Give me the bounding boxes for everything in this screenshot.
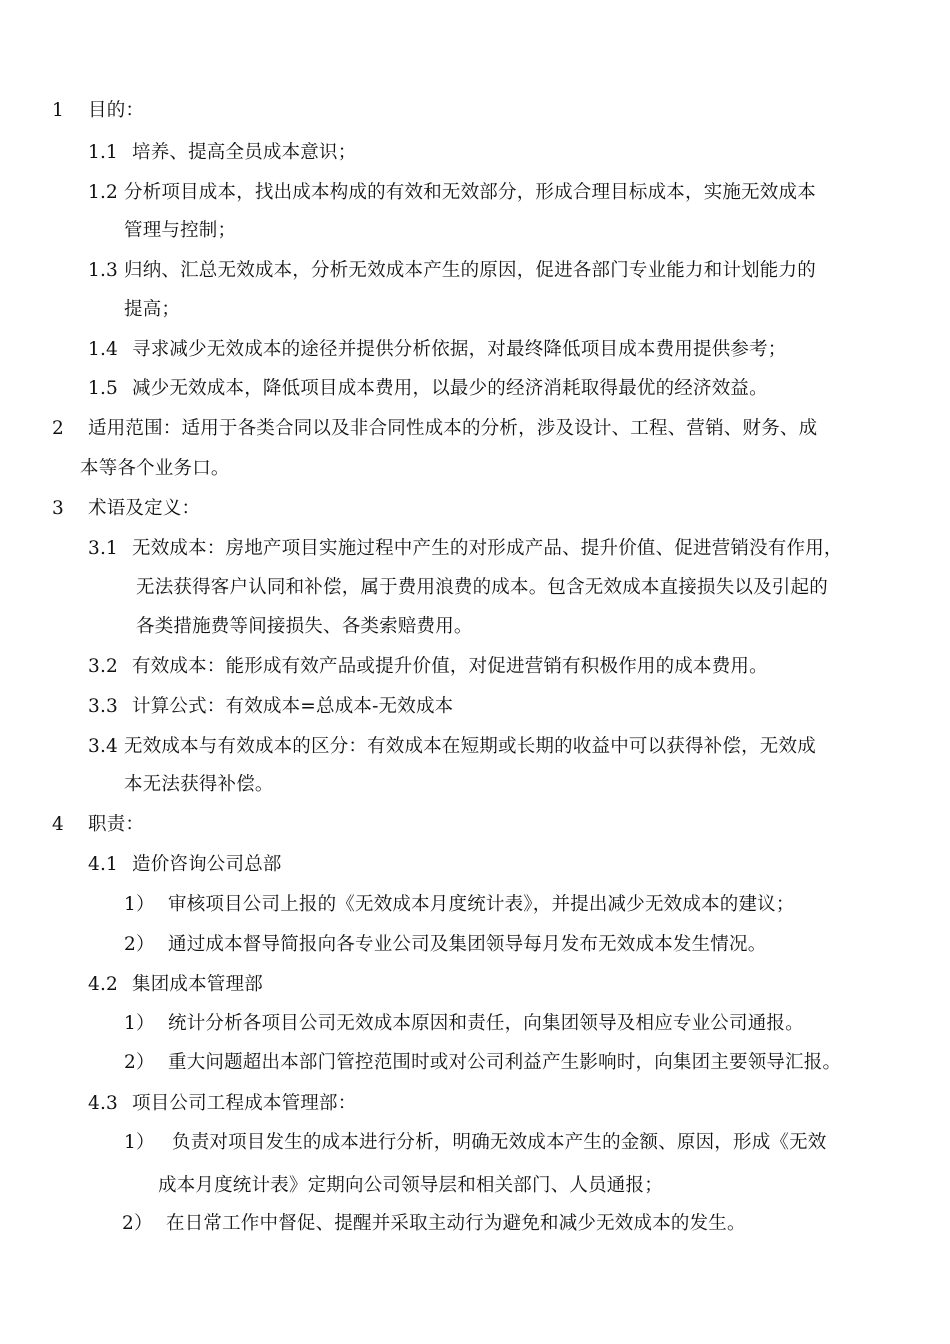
- item-number: 3.3: [88, 696, 119, 717]
- item-number: 1.1: [88, 142, 119, 163]
- item-text-continued: 提高；: [124, 299, 181, 320]
- section-number: 2: [52, 418, 64, 439]
- list-number: 1）: [124, 894, 155, 915]
- item-text-continued: 本无法获得补偿。: [124, 774, 274, 795]
- group-title: 集团成本管理部: [132, 974, 263, 995]
- list-number: 1）: [124, 1132, 155, 1153]
- item-number: 1.5: [88, 378, 119, 399]
- item-number: 1.4: [88, 339, 119, 360]
- list-item-text: 重大问题超出本部门管控范围时或对公司利益产生影响时，向集团主要领导汇报。: [168, 1052, 842, 1073]
- section-number: 3: [52, 498, 64, 519]
- item-text-continued: 各类措施费等间接损失、各类索赔费用。: [136, 616, 473, 637]
- item-text-continued: 管理与控制；: [124, 220, 237, 241]
- group-number: 4.3: [88, 1093, 119, 1114]
- list-item-text: 负责对项目发生的成本进行分析，明确无效成本产生的金额、原因，形成《无效: [172, 1132, 827, 1153]
- group-title: 项目公司工程成本管理部：: [132, 1093, 357, 1114]
- item-number: 3.2: [88, 656, 119, 677]
- section-title: 术语及定义：: [88, 498, 201, 519]
- section-number: 1: [52, 100, 64, 121]
- item-text: 减少无效成本，降低项目成本费用，以最少的经济消耗取得最优的经济效益。: [132, 378, 768, 399]
- section-title: 目的：: [88, 100, 145, 121]
- item-text: 寻求减少无效成本的途径并提供分析依据，对最终降低项目成本费用提供参考；: [132, 339, 787, 360]
- item-text: 归纳、汇总无效成本，分析无效成本产生的原因，促进各部门专业能力和计划能力的: [124, 260, 816, 281]
- group-number: 4.1: [88, 854, 119, 875]
- section-text-continued: 本等各个业务口。: [80, 458, 230, 479]
- list-item-text-continued: 成本月度统计表》定期向公司领导层和相关部门、人员通报；: [158, 1175, 663, 1196]
- item-text: 培养、提高全员成本意识；: [132, 142, 357, 163]
- item-number: 3.4: [88, 736, 119, 757]
- list-number: 2）: [124, 934, 155, 955]
- item-text: 无效成本：房地产项目实施过程中产生的对形成产品、提升价值、促进营销没有作用，: [132, 538, 843, 559]
- group-title: 造价咨询公司总部: [132, 854, 282, 875]
- list-item-text: 统计分析各项目公司无效成本原因和责任，向集团领导及相应专业公司通报。: [168, 1013, 804, 1034]
- section-title: 职责：: [88, 814, 145, 835]
- item-text: 无效成本与有效成本的区分：有效成本在短期或长期的收益中可以获得补偿，无效成: [124, 736, 816, 757]
- list-number: 2）: [124, 1052, 155, 1073]
- item-number: 1.2: [88, 182, 119, 203]
- list-item-text: 通过成本督导简报向各专业公司及集团领导每月发布无效成本发生情况。: [168, 934, 767, 955]
- list-number: 1）: [124, 1013, 155, 1034]
- section-number: 4: [52, 814, 64, 835]
- item-number: 3.1: [88, 538, 119, 559]
- list-item-text: 审核项目公司上报的《无效成本月度统计表》，并提出减少无效成本的建议；: [168, 894, 795, 915]
- item-text: 有效成本：能形成有效产品或提升价值，对促进营销有积极作用的成本费用。: [132, 656, 768, 677]
- item-text: 分析项目成本，找出成本构成的有效和无效部分，形成合理目标成本，实施无效成本: [124, 182, 816, 203]
- list-number: 2）: [122, 1213, 153, 1234]
- item-text: 计算公式：有效成本=总成本-无效成本: [132, 696, 454, 717]
- group-number: 4.2: [88, 974, 119, 995]
- section-text: 适用范围：适用于各类合同以及非合同性成本的分析，涉及设计、工程、营销、财务、成: [88, 418, 818, 439]
- list-item-text: 在日常工作中督促、提醒并采取主动行为避免和减少无效成本的发生。: [166, 1213, 746, 1234]
- item-number: 1.3: [88, 260, 119, 281]
- item-text-continued: 无法获得客户认同和补偿，属于费用浪费的成本。包含无效成本直接损失以及引起的: [136, 577, 828, 598]
